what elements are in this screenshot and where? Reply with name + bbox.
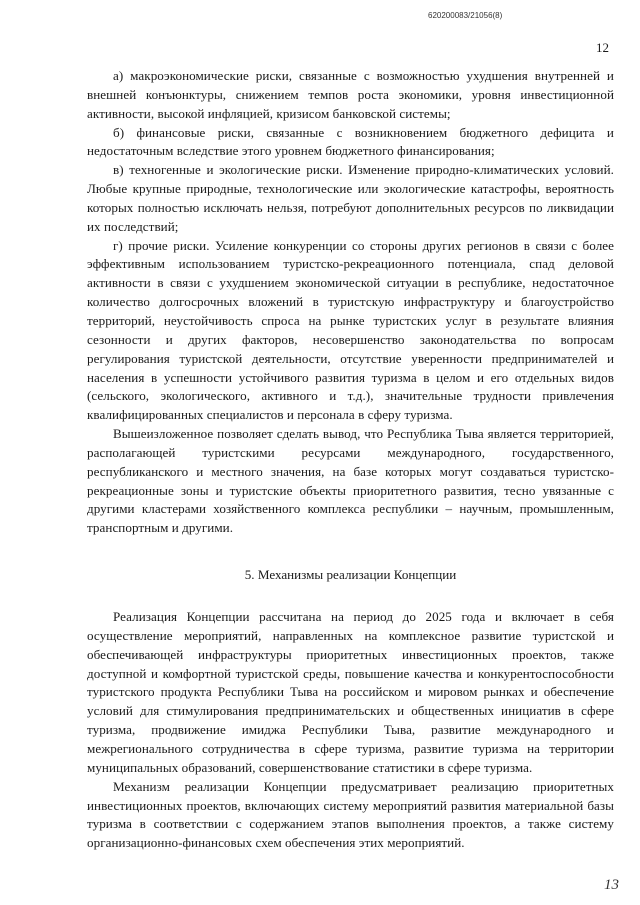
risk-macroeconomic: а) макроэкономические риски, связанные с возможностью ухудшения внутренней и внешней конъюнктуры, снижением темпов роста экономики, уровня инвестиционной активности, высокой инфляцией, кризисом банковской системы; <box>87 68 614 121</box>
risk-technogenic: в) техногенные и экологические риски. Изменение природно-климатических условий. Любые крупные природные, технологические или экологические катастрофы, вероятность которых полностью исключать нельзя, потребуют дополнительных ресурсов по ликвидации их последствий; <box>87 162 614 234</box>
risk-other: г) прочие риски. Усиление конкуренции со стороны других регионов в связи с более эффективным использованием туристско-рекреационного потенциала, спад деловой активности в связи с ухудшением экономической ситуации в республике, недостаточное количество долгосрочных вложений в туристскую инфраструктуру и благоустройство территорий, неустойчивость спроса на рынке туристских услуг в результате влияния сезонности и других факторов, несовершенство законодательства по вопросам регулирования туристской деятельности, отсутствие уверенности предпринимателей и населения в успешности устойчивого развития туризма в целом и его отдельных видов (сельского, экологического, активного и т.д.), значительные трудности привлечения квалифицированных специалистов и персонала в сферу туризма. <box>87 237 614 423</box>
handwritten-mark: 13 <box>604 877 619 893</box>
section-heading: 5. Механизмы реализации Концепции <box>244 567 457 583</box>
page-number: 12 <box>596 40 609 55</box>
risk-financial: б) финансовые риски, связанные с возникновением бюджетного дефицита и недостаточным вследствие этого уровнем бюджетного финансирования; <box>87 124 614 159</box>
document-id: 620200083/21056(8) <box>428 11 503 20</box>
document-body <box>87 67 614 853</box>
conclusion-paragraph: Вышеизложенное позволяет сделать вывод, что Республика Тыва является территорией, располагающей туристскими ресурсами международного, государственного, республиканского и местного значения, на базе которых могут создаваться туристско-рекреационные зоны и туристские объекты приоритетного развития, тесно увязанные с другими кластерами хозяйственного комплекса республики – научным, промышленным, транспортным и другими. <box>87 426 614 536</box>
mechanism-paragraph: Механизм реализации Концепции предусматривает реализацию приоритетных инвестиционных проектов, включающих систему мероприятий развития материальной базы туризма в соответствии с содержанием этапов выполнения проектов, а также систему организационно-финансовых схем обеспечения этих мероприятий. <box>87 778 614 851</box>
implementation-paragraph: Реализация Концепции рассчитана на период до 2025 года и включает в себя осуществление мероприятий, направленных на комплексное развитие туристской и обеспечивающей инфраструктуры приоритетных инвестиционных проектов, также доступной и комфортной туристской среды, повышение качества и конкурентоспособности туристского продукта Республики Тыва на российском и мировом рынках и обеспечение условий для стимулирования предпринимательских и общественных инициатив в сфере туризма, продвижение имиджа Республики Тыва, развитие международного и межрегионального сотрудничества в сфере туризма, развитие туризма на территории муниципальных образований, совершенствование статистики в сфере туризма. <box>87 609 614 775</box>
